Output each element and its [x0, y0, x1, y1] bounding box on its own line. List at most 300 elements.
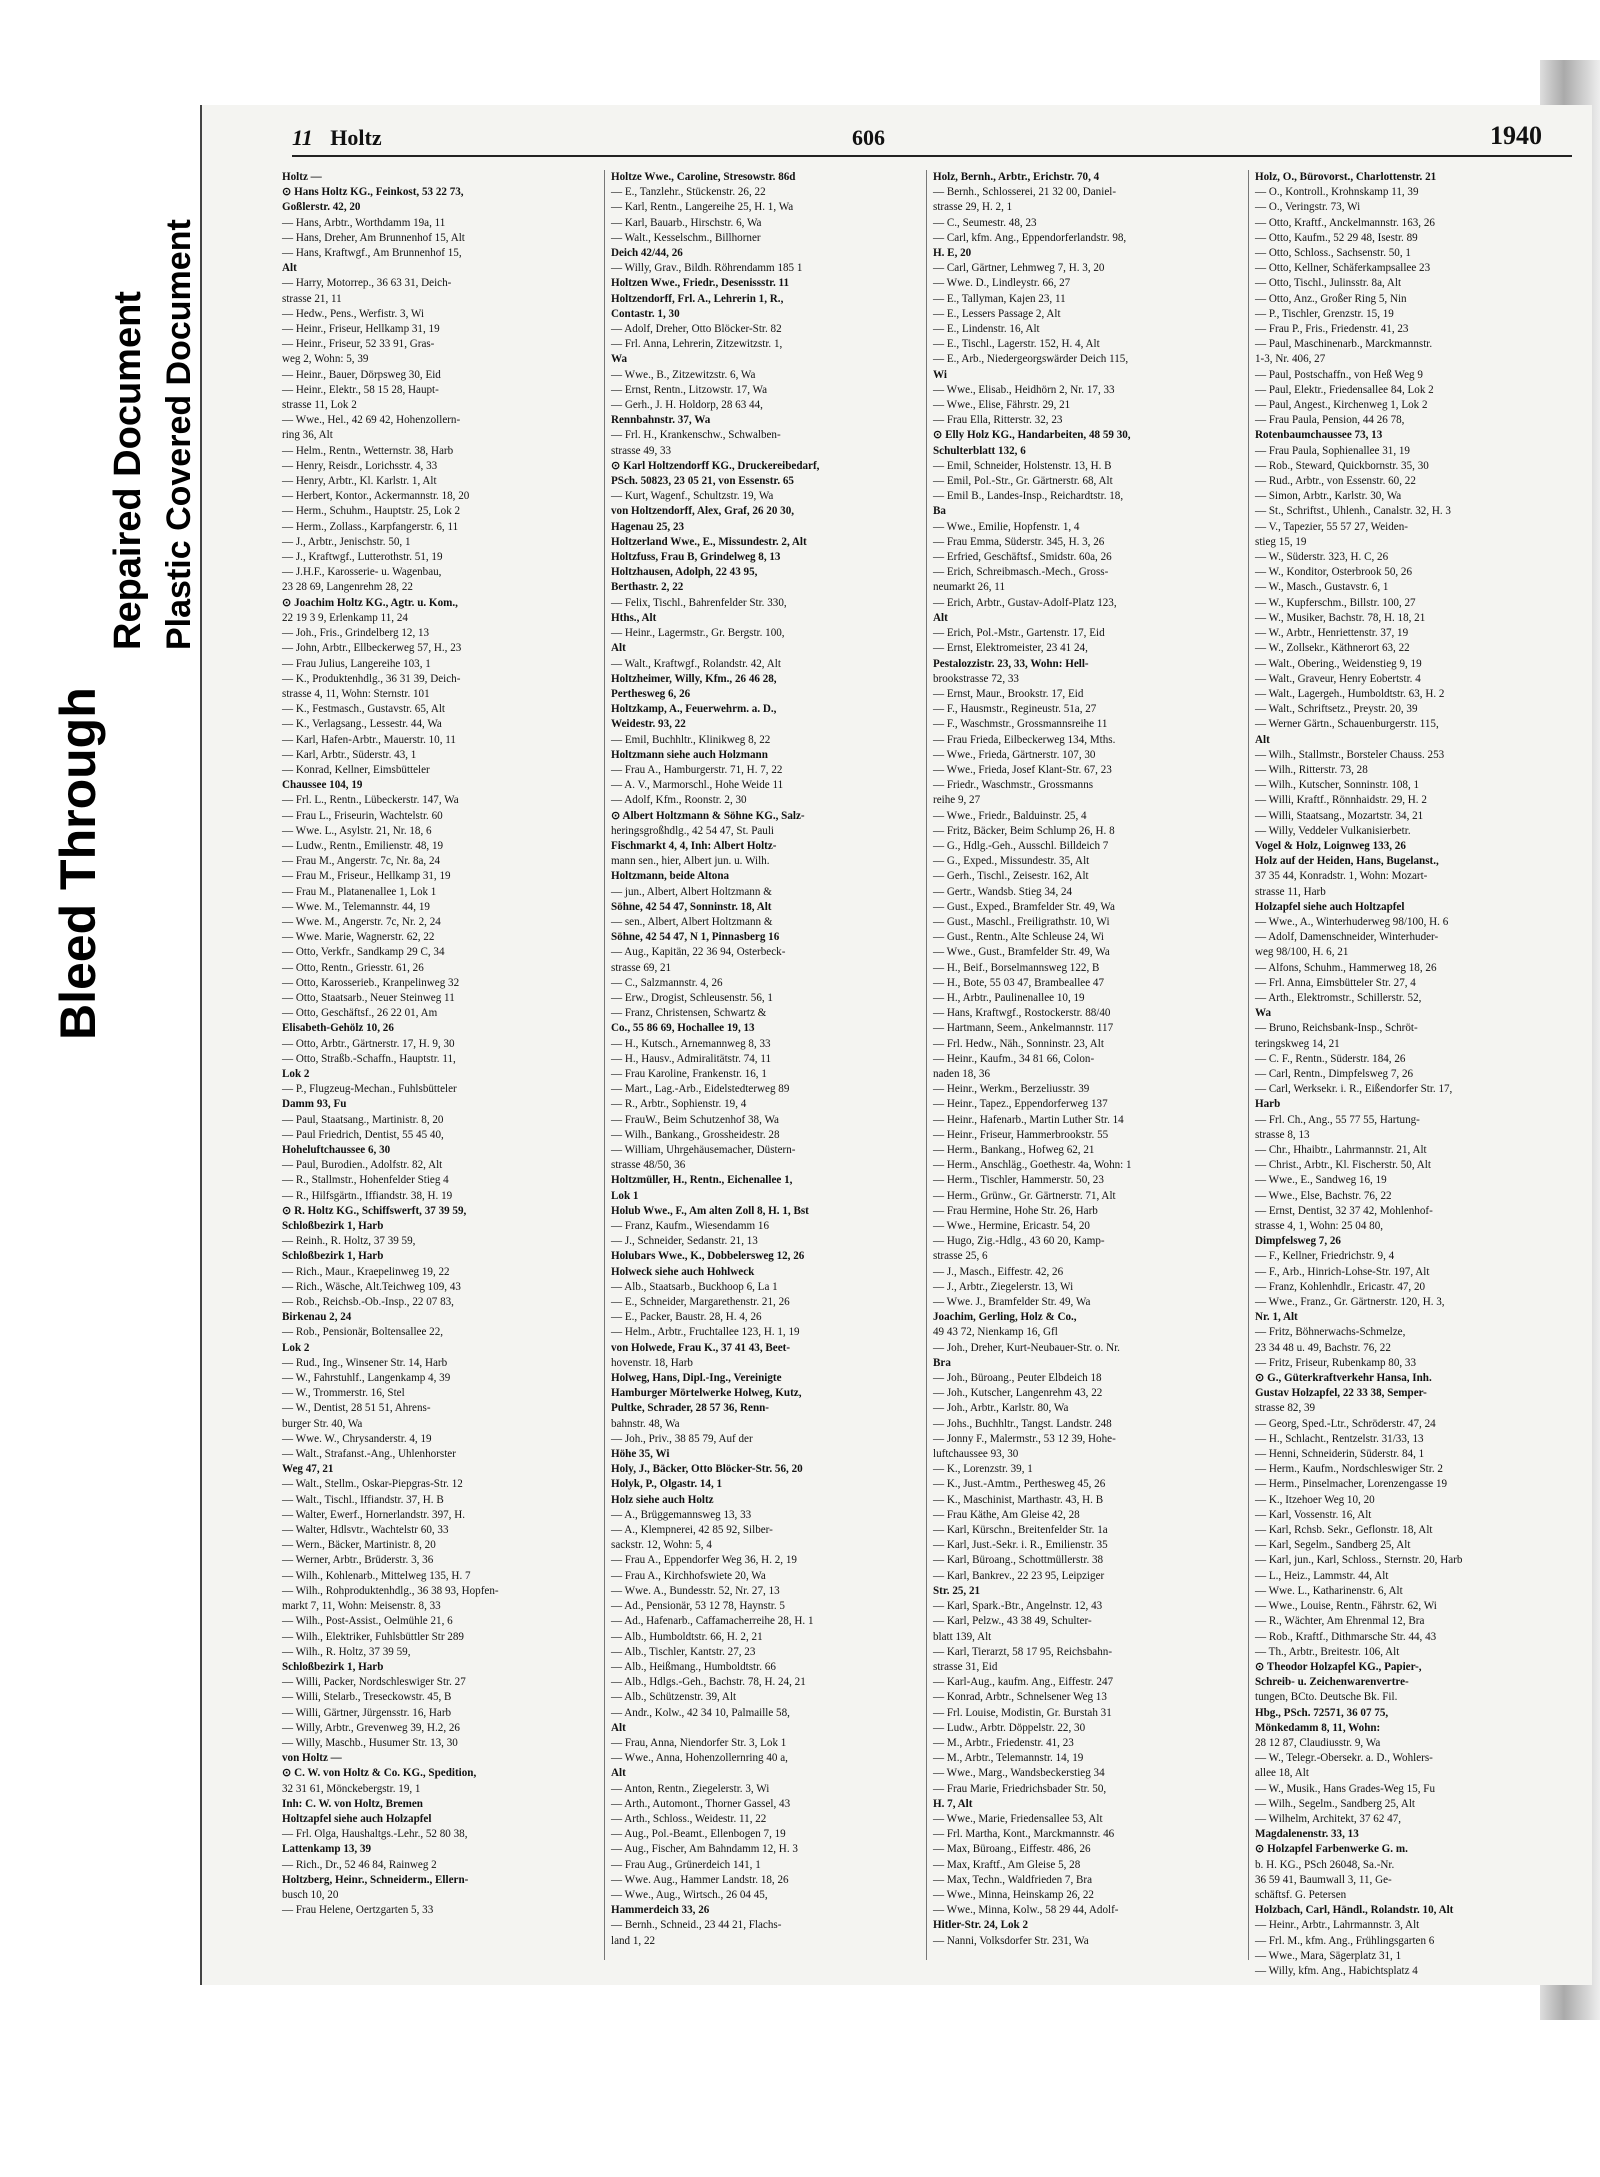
directory-entry: Alt — [282, 262, 297, 275]
directory-entry: — Frau A., Kirchhofswiete 20, Wa — [611, 1569, 766, 1582]
directory-entry: — W., Fahrstuhlf., Langenkamp 4, 39 — [282, 1372, 451, 1385]
directory-entry: — Hedw., Pens., Werfistr. 3, Wi — [282, 307, 425, 320]
directory-entry: — Karl, Bauarb., Hirschstr. 6, Wa — [611, 216, 762, 229]
directory-entry: — E., Arb., Niedergeorgswärder Deich 115, — [933, 353, 1129, 366]
directory-entry: — Frau M., Angerstr. 7c, Nr. 8a, 24 — [282, 855, 441, 868]
directory-entry: — Heinr., Arbtr., Lahrmannstr. 3, Alt — [1255, 1919, 1420, 1932]
directory-entry: 22 19 3 9, Erlenkamp 11, 24 — [282, 611, 408, 624]
directory-entry: — Willy, Veddeler Vulkanisierbetr. — [1255, 824, 1411, 837]
directory-entry: — Helm., Arbtr., Fruchtallee 123, H. 1, 19 — [611, 1326, 800, 1339]
directory-entry: Hbg., PSch. 72571, 36 07 75, — [1255, 1706, 1389, 1719]
directory-entry: — Carl, kfm. Ang., Eppendorferlandstr. 98, — [933, 231, 1127, 244]
directory-entry: — Erich, Arbtr., Gustav-Adolf-Platz 123, — [933, 596, 1117, 609]
directory-entry: blatt 139, Alt — [933, 1630, 992, 1643]
directory-entry: — Willi, Kraftf., Rönnhaidstr. 29, H. 2 — [1255, 794, 1427, 807]
directory-entry: Hammerdeich 33, 26 — [611, 1904, 710, 1917]
directory-entry: — Reinh., R. Holtz, 37 39 59, — [282, 1235, 416, 1248]
directory-entry: Holtzendorff, Frl. A., Lehrerin 1, R., — [611, 292, 784, 305]
directory-entry: Lok 2 — [282, 1067, 310, 1080]
directory-entry: — Wilh., R. Holtz, 37 39 59, — [282, 1645, 411, 1658]
directory-entry: strasse 21, 11 — [282, 292, 342, 305]
directory-entry: — K., Festmasch., Gustavstr. 65, Alt — [282, 703, 446, 716]
directory-entry: — A. V., Marmorschl., Hohe Weide 11 — [611, 779, 784, 792]
directory-entry: — K., Just.-Amtm., Perthesweg 45, 26 — [933, 1478, 1106, 1491]
directory-entry: — Fritz, Bäcker, Beim Schlump 26, H. 8 — [933, 824, 1115, 837]
directory-entry: — Friedr., Waschmstr., Grossmanns — [933, 779, 1094, 792]
directory-entry: Lattenkamp 13, 39 — [282, 1843, 372, 1856]
directory-entry: — Wilh., Ritterstr. 73, 28 — [1255, 763, 1368, 776]
directory-entry: bahnstr. 48, Wa — [611, 1417, 680, 1430]
directory-entry: von Holwede, Frau K., 37 41 43, Beet- — [611, 1341, 791, 1354]
directory-entry: — Emil, Schneider, Holstenstr. 13, H. B — [933, 459, 1112, 472]
directory-entry: — Wwe., Marg., Wandsbeckerstieg 34 — [933, 1767, 1105, 1780]
directory-entry: luftchaussee 93, 30 — [933, 1448, 1019, 1461]
directory-entry: — F., Waschmstr., Grossmannsreihe 11 — [933, 718, 1108, 731]
directory-entry: — Gust., Maschl., Freiligrathstr. 10, Wi — [933, 915, 1110, 928]
directory-entry: — Frl. Martha, Kont., Marckmannstr. 46 — [933, 1828, 1115, 1841]
directory-entry: — Heinr., Friseur, 52 33 91, Gras- — [282, 338, 435, 351]
directory-entry: 32 31 61, Mönckebergstr. 19, 1 — [282, 1782, 421, 1795]
directory-entry: Holtzerland Wwe., E., Missundestr. 2, Alt — [611, 535, 807, 548]
directory-entry: — St., Schriftst., Uhlenh., Canalstr. 32, H. 3 — [1255, 505, 1451, 518]
page-header — [292, 121, 1572, 157]
directory-entry: — Hans, Kraftwgf., Am Brunnenhof 15, — [282, 247, 462, 260]
directory-entry: von Holtzendorff, Alex, Graf, 26 20 30, — [611, 505, 795, 518]
directory-entry: — Herm., Kaufm., Nordschleswiger Str. 2 — [1255, 1463, 1443, 1476]
directory-entry: — Wwe. J., Bramfelder Str. 49, Wa — [933, 1296, 1091, 1309]
directory-entry: ⊙ Theodor Holzapfel KG., Papier-, — [1255, 1660, 1422, 1673]
directory-entry: — R., Hilfsgärtn., Iffiandstr. 38, H. 19 — [282, 1189, 453, 1202]
directory-entry: — C., Seumestr. 48, 23 — [933, 216, 1037, 229]
directory-entry: Nr. 1, Alt — [1255, 1311, 1298, 1324]
directory-entry: — R., Stallmstr., Hohenfelder Stieg 4 — [282, 1174, 449, 1187]
directory-entry: strasse 11, Harb — [1255, 885, 1326, 898]
directory-entry: — Otto, Tischl., Julinsstr. 8a, Alt — [1255, 277, 1402, 290]
directory-entry: — Alb., Heißmang., Humboldtstr. 66 — [611, 1660, 776, 1673]
directory-entry: — Frau L., Friseurin, Wachtelstr. 60 — [282, 809, 443, 822]
directory-entry: — K., Produktenhdlg., 36 31 39, Deich- — [282, 672, 461, 685]
directory-entry: — W., Kupferschm., Billstr. 100, 27 — [1255, 596, 1416, 609]
directory-entry: — Wwe., Aug., Wirtsch., 26 04 45, — [611, 1888, 768, 1901]
directory-entry: — J., Masch., Eiffestr. 42, 26 — [933, 1265, 1064, 1278]
directory-entry: — Walt., Stellm., Oskar-Piepgras-Str. 12 — [282, 1478, 463, 1491]
directory-entry: — J., Arbtr., Ziegelerstr. 13, Wi — [933, 1280, 1074, 1293]
directory-entry: — Henry, Arbtr., Kl. Karlstr. 1, Alt — [282, 475, 437, 488]
directory-entry: — Frau Frieda, Eilbeckerweg 134, Mths. — [933, 733, 1116, 746]
directory-entry: 37 35 44, Konradstr. 1, Wohn: Mozart- — [1255, 870, 1428, 883]
directory-entry: Söhne, 42 54 47, Sonninstr. 18, Alt — [611, 900, 772, 913]
directory-entry: — Heinr., Elektr., 58 15 28, Haupt- — [282, 383, 439, 396]
directory-page — [200, 105, 1592, 1985]
directory-entry: — Walt., Schriftsetz., Preystr. 20, 39 — [1255, 703, 1418, 716]
directory-entry: Alt — [611, 1721, 626, 1734]
directory-entry: — L., Heiz., Lammstr. 44, Alt — [1255, 1569, 1389, 1582]
directory-entry: — Walt., Graveur, Henry Eobertstr. 4 — [1255, 672, 1421, 685]
directory-entry: — Otto, Rentn., Griesstr. 61, 26 — [282, 961, 424, 974]
directory-entry: — Frl. L., Rentn., Lübeckerstr. 147, Wa — [282, 794, 459, 807]
directory-entry: — Aug., Fischer, Am Bahndamm 12, H. 3 — [611, 1843, 798, 1856]
directory-entry: 23 28 69, Langenrehm 28, 22 — [282, 581, 413, 594]
directory-entry: Holubars Wwe., K., Dobbelersweg 12, 26 — [611, 1250, 805, 1263]
directory-entry: Vogel & Holz, Loignweg 133, 26 — [1255, 839, 1406, 852]
directory-entry: — Frl. Olga, Haushaltgs.-Lehr., 52 80 38, — [282, 1828, 468, 1841]
directory-entry: busch 10, 20 — [282, 1888, 339, 1901]
directory-entry: — Wilhelm, Architekt, 37 62 47, — [1255, 1812, 1402, 1825]
directory-entry: — Alfons, Schuhm., Hammerweg 18, 26 — [1255, 961, 1437, 974]
directory-entry: — Karl, Just.-Sekr. i. R., Emilienstr. 35 — [933, 1539, 1108, 1552]
directory-entry: — Heinr., Bauer, Dörpsweg 30, Eid — [282, 368, 441, 381]
directory-entry: — Paul, Postschaffn., von Heß Weg 9 — [1255, 368, 1423, 381]
directory-entry: — Bernh., Schlosserei, 21 32 00, Daniel- — [933, 186, 1117, 199]
directory-entry: — Franz, Christensen, Schwartz & — [611, 1007, 767, 1020]
directory-entry: — Paul, Staatsang., Martinistr. 8, 20 — [282, 1113, 444, 1126]
directory-entry: — Herm., Anschläg., Goethestr. 4a, Wohn: 1 — [933, 1159, 1132, 1172]
directory-entry: — Arth., Automont., Thorner Gassel, 43 — [611, 1797, 791, 1810]
directory-entry: — Frl. Anna, Eimsbütteler Str. 27, 4 — [1255, 976, 1416, 989]
directory-entry: — Karl, Arbtr., Süderstr. 43, 1 — [282, 748, 417, 761]
directory-entry: — Frau Ella, Ritterstr. 32, 23 — [933, 414, 1063, 427]
directory-entry: — Wern., Bäcker, Martinistr. 8, 20 — [282, 1539, 436, 1552]
directory-entry: — Rob., Pensionär, Boltensallee 22, — [282, 1326, 444, 1339]
directory-entry: Birkenau 2, 24 — [282, 1311, 352, 1324]
directory-entry: Pestalozzistr. 23, 33, Wohn: Hell- — [933, 657, 1089, 670]
directory-entry: — Adolf, Kfm., Roonstr. 2, 30 — [611, 794, 747, 807]
directory-entry: land 1, 22 — [611, 1934, 656, 1947]
directory-entry: Holweck siehe auch Hohlweck — [611, 1265, 755, 1278]
directory-entry: — Wwe., A., Winterhuderweg 98/100, H. 6 — [1255, 915, 1449, 928]
directory-entry: — Wwe., Minna, Kolw., 58 29 44, Adolf- — [933, 1904, 1119, 1917]
directory-entry: Hths., Alt — [611, 611, 657, 624]
directory-entry: — W., Telegr.-Obersekr. a. D., Wohlers- — [1255, 1752, 1433, 1765]
directory-entry: hovenstr. 18, Harb — [611, 1356, 693, 1369]
directory-entry: — Max, Büroang., Eiffestr. 486, 26 — [933, 1843, 1091, 1856]
directory-entry: Weg 47, 21 — [282, 1463, 334, 1476]
directory-entry: — Wwe. Marie, Wagnerstr. 62, 22 — [282, 931, 435, 944]
directory-entry: b. H. KG., PSch 26048, Sa.-Nr. — [1255, 1858, 1395, 1871]
directory-entry: — O., Veringstr. 73, Wi — [1255, 201, 1361, 214]
directory-entry: — Frau Käthe, Am Gleise 42, 28 — [933, 1508, 1080, 1521]
directory-entry: ⊙ Albert Holtzmann & Söhne KG., Salz- — [611, 809, 805, 822]
directory-entry: — Adolf, Dreher, Otto Blöcker-Str. 82 — [611, 323, 782, 336]
directory-entry: — Franz, Kaufm., Wiesendamm 16 — [611, 1220, 770, 1233]
directory-entry: 28 12 87, Claudiusstr. 9, Wa — [1255, 1736, 1381, 1749]
directory-entry: — Ad., Hafenarb., Caffamacherreihe 28, H. 1 — [611, 1615, 814, 1628]
directory-entry: — Henry, Reisdr., Lorichsstr. 4, 33 — [282, 459, 438, 472]
directory-entry: — Otto, Kraftf., Anckelmannstr. 163, 26 — [1255, 216, 1435, 229]
directory-entry: — Karl, Bankrev., 22 23 95, Leipziger — [933, 1569, 1105, 1582]
directory-entry: — Heinr., Friseur, Hammerbrookstr. 55 — [933, 1128, 1109, 1141]
directory-entry: 23 34 48 u. 49, Bachstr. 76, 22 — [1255, 1341, 1391, 1354]
directory-entry: — Joh., Arbtr., Karlstr. 80, Wa — [933, 1402, 1069, 1415]
directory-entry: — Frau Julius, Langereihe 103, 1 — [282, 657, 431, 670]
directory-entry: — Konrad, Kellner, Eimsbütteler — [282, 763, 430, 776]
directory-entry: — Konrad, Arbtr., Schnelsener Weg 13 — [933, 1691, 1107, 1704]
directory-entry: — Karl, jun., Karl, Schloss., Sternstr. 20, Harb — [1255, 1554, 1463, 1567]
directory-entry: — Wwe. W., Chrysanderstr. 4, 19 — [282, 1432, 432, 1445]
directory-entry: — Max, Kraftf., Am Gleise 5, 28 — [933, 1858, 1081, 1871]
directory-entry: Alt — [1255, 733, 1270, 746]
directory-entry: — Paul, Burodien., Adolfstr. 82, Alt — [282, 1159, 443, 1172]
directory-entry: — E., Packer, Baustr. 28, H. 4, 26 — [611, 1311, 762, 1324]
directory-entry: Rennbahnstr. 37, Wa — [611, 414, 711, 427]
directory-entry: — K., Verlagsang., Lessestr. 44, Wa — [282, 718, 442, 731]
directory-entry: — Wwe., Gust., Bramfelder Str. 49, Wa — [933, 946, 1110, 959]
directory-entry: — Willy, Arbtr., Grevenweg 39, H.2, 26 — [282, 1721, 460, 1734]
column-4 — [1248, 170, 1565, 1977]
directory-entry: strasse 11, Lok 2 — [282, 399, 357, 412]
directory-entry: — Hans, Arbtr., Worthdamm 19a, 11 — [282, 216, 446, 229]
directory-entry: — K., Itzehoer Weg 10, 20 — [1255, 1493, 1375, 1506]
directory-entry: — Heinr., Werkm., Berzeliusstr. 39 — [933, 1083, 1090, 1096]
directory-entry: — Johs., Buchhltr., Tangst. Landstr. 248 — [933, 1417, 1112, 1430]
directory-entry: Joachim, Gerling, Holz & Co., — [933, 1311, 1077, 1324]
directory-entry: — Wwe., Hel., 42 69 42, Hohenzollern- — [282, 414, 461, 427]
directory-entry: — J., Arbtr., Jenischstr. 50, 1 — [282, 535, 411, 548]
column-3 — [926, 170, 1243, 1960]
directory-entry: Holtze Wwe., Caroline, Stresowstr. 86d — [611, 171, 796, 183]
directory-entry: — Joh., Priv., 38 85 79, Auf der — [611, 1432, 753, 1445]
directory-entry: — Wwe., Hermine, Ericastr. 54, 20 — [933, 1220, 1090, 1233]
directory-entry: ⊙ G., Güterkraftverkehr Hansa, Inh. — [1255, 1372, 1432, 1385]
directory-entry: — Karl, Hafen-Arbtr., Mauerstr. 10, 11 — [282, 733, 456, 746]
directory-entry: Holz auf der Heiden, Hans, Bugelanst., — [1255, 855, 1439, 868]
directory-entry: — Karl, Rchsb. Sekr., Geflonstr. 18, Alt — [1255, 1524, 1433, 1537]
directory-entry: — Wwe., Mara, Sägerplatz 31, 1 — [1255, 1949, 1402, 1962]
directory-entry: — Frau Paula, Sophienallee 31, 19 — [1255, 444, 1410, 457]
directory-entry: — Rob., Reichsb.-Ob.-Insp., 22 07 83, — [282, 1296, 454, 1309]
directory-entry: burger Str. 40, Wa — [282, 1417, 363, 1430]
directory-entry: — Anton, Rentn., Ziegelerstr. 3, Wi — [611, 1782, 770, 1795]
directory-entry: Contastr. 1, 30 — [611, 307, 680, 320]
directory-entry: — W., Musiker, Bachstr. 78, H. 18, 21 — [1255, 611, 1426, 624]
directory-entry: — Gerh., Tischl., Zeisestr. 162, Alt — [933, 870, 1089, 883]
directory-entry: — Wilh., Stallmstr., Borsteler Chauss. 253 — [1255, 748, 1445, 761]
directory-entry: — H., Hausv., Admiralitätstr. 74, 11 — [611, 1052, 772, 1065]
directory-entry: schäftsf. G. Petersen — [1255, 1888, 1347, 1901]
directory-entry: — Wwe. L., Katharinenstr. 6, Alt — [1255, 1584, 1403, 1597]
directory-entry: — Aug., Pol.-Beamt., Ellenbogen 7, 19 — [611, 1828, 786, 1841]
directory-entry: Wa — [611, 353, 628, 366]
directory-entry: ring 36, Alt — [282, 429, 333, 442]
directory-entry: — Emil, Buchhltr., Klinikweg 8, 22 — [611, 733, 771, 746]
directory-entry: — G., Hdlg.-Geh., Ausschl. Billdeich 7 — [933, 839, 1109, 852]
directory-entry: Holyk, P., Olgastr. 14, 1 — [611, 1478, 723, 1491]
directory-entry: — Wwe., E., Sandweg 16, 19 — [1255, 1174, 1387, 1187]
directory-entry: Schloßbezirk 1, Harb — [282, 1660, 384, 1673]
directory-entry: Str. 25, 21 — [933, 1584, 981, 1597]
directory-entry: — Walt., Kraftwgf., Rolandstr. 42, Alt — [611, 657, 781, 670]
directory-entry: — Karl, Kürschn., Breitenfelder Str. 1a — [933, 1524, 1108, 1537]
directory-entry: Holtzhausen, Adolph, 22 43 95, — [611, 566, 758, 579]
directory-entry: Wi — [933, 368, 947, 381]
directory-entry: — Erw., Drogist, Schleusenstr. 56, 1 — [611, 991, 773, 1004]
year: 1940 — [1490, 121, 1542, 150]
directory-entry: — Karl, Pelzw., 43 38 49, Schulter- — [933, 1615, 1092, 1628]
directory-entry: — Wwe. A., Bundesstr. 52, Nr. 27, 13 — [611, 1584, 780, 1597]
directory-entry: heringsgroßhdlg., 42 54 47, St. Pauli — [611, 824, 775, 837]
directory-entry: — W., Dentist, 28 51 51, Ahrens- — [282, 1402, 431, 1415]
directory-entry: strasse 49, 33 — [611, 444, 672, 457]
directory-entry: — Walt., Tischl., Iffiandstr. 37, H. B — [282, 1493, 444, 1506]
directory-entry: Alt — [611, 1767, 626, 1780]
directory-entry: — Willi, Staatsang., Mozartstr. 34, 21 — [1255, 809, 1424, 822]
directory-entry: — Gust., Rentn., Alte Schleuse 24, Wi — [933, 931, 1104, 944]
directory-entry: — Wwe. M., Angerstr. 7c, Nr. 2, 24 — [282, 915, 441, 928]
directory-entry: — Wwe., Marie, Friedensallee 53, Alt — [933, 1812, 1103, 1825]
directory-entry: — Herm., Bankang., Hofweg 62, 21 — [933, 1144, 1095, 1156]
directory-entry: — Frl. Louise, Modistin, Gr. Burstah 31 — [933, 1706, 1112, 1719]
directory-entry: — Walt., Lagergeh., Humboldtstr. 63, H. 2 — [1255, 687, 1445, 700]
directory-entry: — Joh., Fris., Grindelberg 12, 13 — [282, 627, 430, 640]
directory-entry: — E., Lindenstr. 16, Alt — [933, 323, 1040, 336]
directory-entry: — Paul Friedrich, Dentist, 55 45 40, — [282, 1128, 444, 1141]
directory-entry: — Wilh., Elektriker, Fuhlsbüttler Str 289 — [282, 1630, 464, 1643]
directory-entry: ⊙ Joachim Holtz KG., Agtr. u. Kom., — [282, 596, 458, 609]
directory-entry: — Frau Karoline, Frankenstr. 16, 1 — [611, 1067, 767, 1080]
directory-entry: — Wwe., Elise, Fährstr. 29, 21 — [933, 399, 1071, 412]
directory-entry: Alt — [611, 642, 626, 655]
page-marker: 11 — [292, 125, 313, 150]
directory-entry: — Wwe. M., Telemannstr. 44, 19 — [282, 900, 430, 913]
directory-entry: — Karl, Vossenstr. 16, Alt — [1255, 1508, 1372, 1521]
directory-entry: ⊙ Elly Holz KG., Handarbeiten, 48 59 30, — [933, 429, 1131, 442]
directory-entry: — Adolf, Damenschneider, Winterhuder- — [1255, 931, 1439, 944]
directory-entry: — V., Tapezier, 55 57 27, Weiden- — [1255, 520, 1408, 533]
directory-entry: Holz siehe auch Holtz — [611, 1493, 714, 1506]
directory-entry: — Wwe., Frieda, Gärtnerstr. 107, 30 — [933, 748, 1096, 761]
directory-entry: Holzbach, Carl, Händl., Rolandstr. 10, Alt — [1255, 1904, 1454, 1917]
directory-entry: — Ernst, Maur., Brookstr. 17, Eid — [933, 687, 1084, 700]
directory-entry: reihe 9, 27 — [933, 794, 981, 807]
column-2 — [604, 170, 921, 1960]
directory-entry: — Rud., Arbtr., von Essenstr. 60, 22 — [1255, 475, 1416, 488]
directory-entry: — Wilh., Post-Assist., Oelmühle 21, 6 — [282, 1615, 453, 1628]
directory-entry: Holweg, Hans, Dipl.-Ing., Vereinigte — [611, 1372, 782, 1385]
directory-entry: — Ludw., Arbtr. Döppelstr. 22, 30 — [933, 1721, 1086, 1734]
directory-entry: von Holtz — — [282, 1752, 342, 1765]
directory-entry: — Herbert, Kontor., Ackermannstr. 18, 20 — [282, 490, 470, 503]
directory-entry: Hoheluftchaussee 6, 30 — [282, 1144, 391, 1156]
directory-entry: — M., Arbtr., Telemannstr. 14, 19 — [933, 1752, 1084, 1765]
directory-entry: — Karl, Spark.-Btr., Angelnstr. 12, 43 — [933, 1600, 1103, 1613]
directory-entry: ⊙ Karl Holtzendorff KG., Druckereibedarf, — [611, 459, 820, 472]
directory-entry: — Frl. Ch., Ang., 55 77 55, Hartung- — [1255, 1113, 1420, 1126]
directory-entry: — Alb., Staatsarb., Buckhoop 6, La 1 — [611, 1280, 778, 1293]
directory-entry: — Ludw., Rentn., Emilienstr. 48, 19 — [282, 839, 444, 852]
directory-entry: — Heinr., Kaufm., 34 81 66, Colon- — [933, 1052, 1095, 1065]
directory-entry: — Ernst, Elektromeister, 23 41 24, — [933, 642, 1088, 655]
directory-entry: — Gertr., Wandsb. Stieg 34, 24 — [933, 885, 1073, 898]
directory-entry: — W., Masch., Gustavstr. 6, 1 — [1255, 581, 1389, 594]
directory-entry: — J., Schneider, Sedanstr. 21, 13 — [611, 1235, 758, 1248]
directory-entry: — H., Schlacht., Rentzelstr. 31/33, 13 — [1255, 1432, 1424, 1445]
directory-entry: — Wilh., Bankang., Grossheidestr. 28 — [611, 1128, 780, 1141]
directory-entry: Dimpfelsweg 7, 26 — [1255, 1235, 1341, 1248]
directory-entry: H. E, 20 — [933, 247, 972, 260]
directory-entry: — Carl, Rentn., Dimpfelsweg 7, 26 — [1255, 1067, 1414, 1080]
directory-entry: Goßlerstr. 42, 20 — [282, 201, 361, 214]
directory-entry: — Henni, Schneiderin, Süderstr. 84, 1 — [1255, 1448, 1425, 1461]
directory-entry: — Rich., Wäsche, Alt.Teichweg 109, 43 — [282, 1280, 461, 1293]
directory-entry: — Frau A., Eppendorfer Weg 36, H. 2, 19 — [611, 1554, 797, 1567]
directory-entry: — Wwe., Friedr., Balduinstr. 25, 4 — [933, 809, 1087, 822]
directory-entry: — Paul, Angest., Kirchenweg 1, Lok 2 — [1255, 399, 1428, 412]
directory-entry: — Karl, Tierarzt, 58 17 95, Reichsbahn- — [933, 1645, 1113, 1658]
directory-entry: — Frl. M., kfm. Ang., Frühlingsgarten 6 — [1255, 1934, 1435, 1947]
directory-entry: Inh: C. W. von Holtz, Bremen — [282, 1797, 423, 1810]
directory-entry: weg 2, Wohn: 5, 39 — [282, 353, 369, 366]
directory-entry: — William, Uhrgehäusemacher, Düstern- — [611, 1144, 796, 1156]
directory-entry: — Herm., Pinselmacher, Lorenzengasse 19 — [1255, 1478, 1448, 1491]
directory-entry: — F., Kellner, Friedrichstr. 9, 4 — [1255, 1250, 1395, 1263]
directory-entry: Holtzmann, beide Altona — [611, 870, 730, 883]
directory-entry: — Wwe., Emilie, Hopfenstr. 1, 4 — [933, 520, 1080, 533]
directory-entry: — E., Tallyman, Kajen 23, 11 — [933, 292, 1066, 305]
directory-entry: — Willi, Stelarb., Treseckowstr. 45, B — [282, 1691, 452, 1704]
directory-entry: Hamburger Mörtelwerke Holweg, Kutz, — [611, 1387, 802, 1400]
directory-entry: — O., Kontroll., Krohnskamp 11, 39 — [1255, 186, 1419, 199]
directory-entry: — Jonny F., Malermstr., 53 12 39, Hohe- — [933, 1432, 1116, 1445]
directory-entry: — Otto, Schloss., Sachsenstr. 50, 1 — [1255, 247, 1411, 260]
directory-entry: neumarkt 26, 11 — [933, 581, 1005, 594]
stamp-repaired-document: Repaired Document — [107, 291, 149, 650]
directory-entry: — Wwe., Minna, Heinskamp 26, 22 — [933, 1888, 1094, 1901]
directory-entry: sackstr. 12, Wohn: 5, 4 — [611, 1539, 712, 1552]
directory-entry: — Nanni, Volksdorfer Str. 231, Wa — [933, 1934, 1089, 1947]
directory-entry: — Walt., Kesselschm., Billhorner — [611, 231, 761, 244]
directory-entry: — W., Süderstr. 323, H. C, 26 — [1255, 551, 1389, 564]
directory-entry: — H., Beif., Borselmannsweg 122, B — [933, 961, 1100, 974]
directory-entry: Holtzkamp, A., Feuerwehrm. a. D., — [611, 703, 777, 716]
directory-entry: — W., Arbtr., Henriettenstr. 37, 19 — [1255, 627, 1409, 640]
directory-entry: — Rich., Maur., Kraepelinweg 19, 22 — [282, 1265, 450, 1278]
directory-entry: — Hans, Kraftwgf., Rostockerstr. 88/40 — [933, 1007, 1111, 1020]
directory-entry: Holtzfuss, Frau B, Grindelweg 8, 13 — [611, 551, 781, 564]
directory-entry: — Frl. Hedw., Näh., Sonninstr. 23, Alt — [933, 1037, 1104, 1050]
directory-entry: — Alb., Schützenstr. 39, Alt — [611, 1691, 737, 1704]
directory-entry: — Otto, Straßb.-Schaffn., Hauptstr. 11, — [282, 1052, 456, 1065]
directory-entry: — Willy, kfm. Ang., Habichtsplatz 4 — [1255, 1964, 1418, 1977]
directory-entry: strasse 69, 21 — [611, 961, 672, 974]
directory-entry: — Wwe., Frieda, Josef Klant-Str. 67, 23 — [933, 763, 1112, 776]
directory-entry: — Chr., Hhaibtr., Lahrmannstr. 21, Alt — [1255, 1144, 1427, 1156]
directory-entry: Holtzberg, Heinr., Schneiderm., Ellern- — [282, 1873, 469, 1886]
directory-entry: — Karl, Segelm., Sandberg 25, Alt — [1255, 1539, 1411, 1552]
directory-entry: strasse 31, Eid — [933, 1660, 998, 1673]
directory-entry: Holtzmann siehe auch Holzmann — [611, 748, 768, 761]
directory-entry: Schreib- u. Zeichenwarenvertre- — [1255, 1676, 1409, 1689]
directory-entry: — Frau M., Friseur., Hellkamp 31, 19 — [282, 870, 451, 883]
directory-entry: — sen., Albert, Albert Holtzmann & — [611, 915, 773, 928]
directory-entry: Berthastr. 2, 22 — [611, 581, 684, 594]
directory-entry: — Franz, Kohlenhdlr., Ericastr. 47, 20 — [1255, 1280, 1426, 1293]
directory-entry: Wa — [1255, 1007, 1272, 1020]
directory-entry: — E., Tanzlehr., Stückenstr. 26, 22 — [611, 186, 766, 199]
directory-entry: — Joh., Büroang., Peuter Elbdeich 18 — [933, 1372, 1102, 1385]
directory-entry: Chaussee 104, 19 — [282, 779, 363, 792]
directory-entry: — Frau P., Fris., Friedenstr. 41, 23 — [1255, 323, 1409, 336]
directory-entry: stieg 15, 19 — [1255, 535, 1307, 548]
directory-entry: — Ernst, Dentist, 32 37 42, Mohlenhof- — [1255, 1204, 1433, 1217]
directory-entry: — Heinr., Tapez., Eppendorferweg 137 — [933, 1098, 1108, 1111]
directory-entry: — M., Arbtr., Friedenstr. 41, 23 — [933, 1736, 1074, 1749]
directory-entry: — Aug., Kapitän, 22 36 94, Osterbeck- — [611, 946, 786, 959]
directory-entry: — Carl, Gärtner, Lehmweg 7, H. 3, 20 — [933, 262, 1105, 275]
directory-entry: — Bruno, Reichsbank-Insp., Schröt- — [1255, 1022, 1418, 1035]
directory-entry: — Rich., Dr., 52 46 84, Rainweg 2 — [282, 1858, 437, 1871]
directory-entry: — Walter, Ewerf., Hornerlandstr. 397, H. — [282, 1508, 465, 1521]
directory-entry: — Emil, Pol.-Str., Gr. Gärtnerstr. 68, Alt — [933, 475, 1113, 488]
